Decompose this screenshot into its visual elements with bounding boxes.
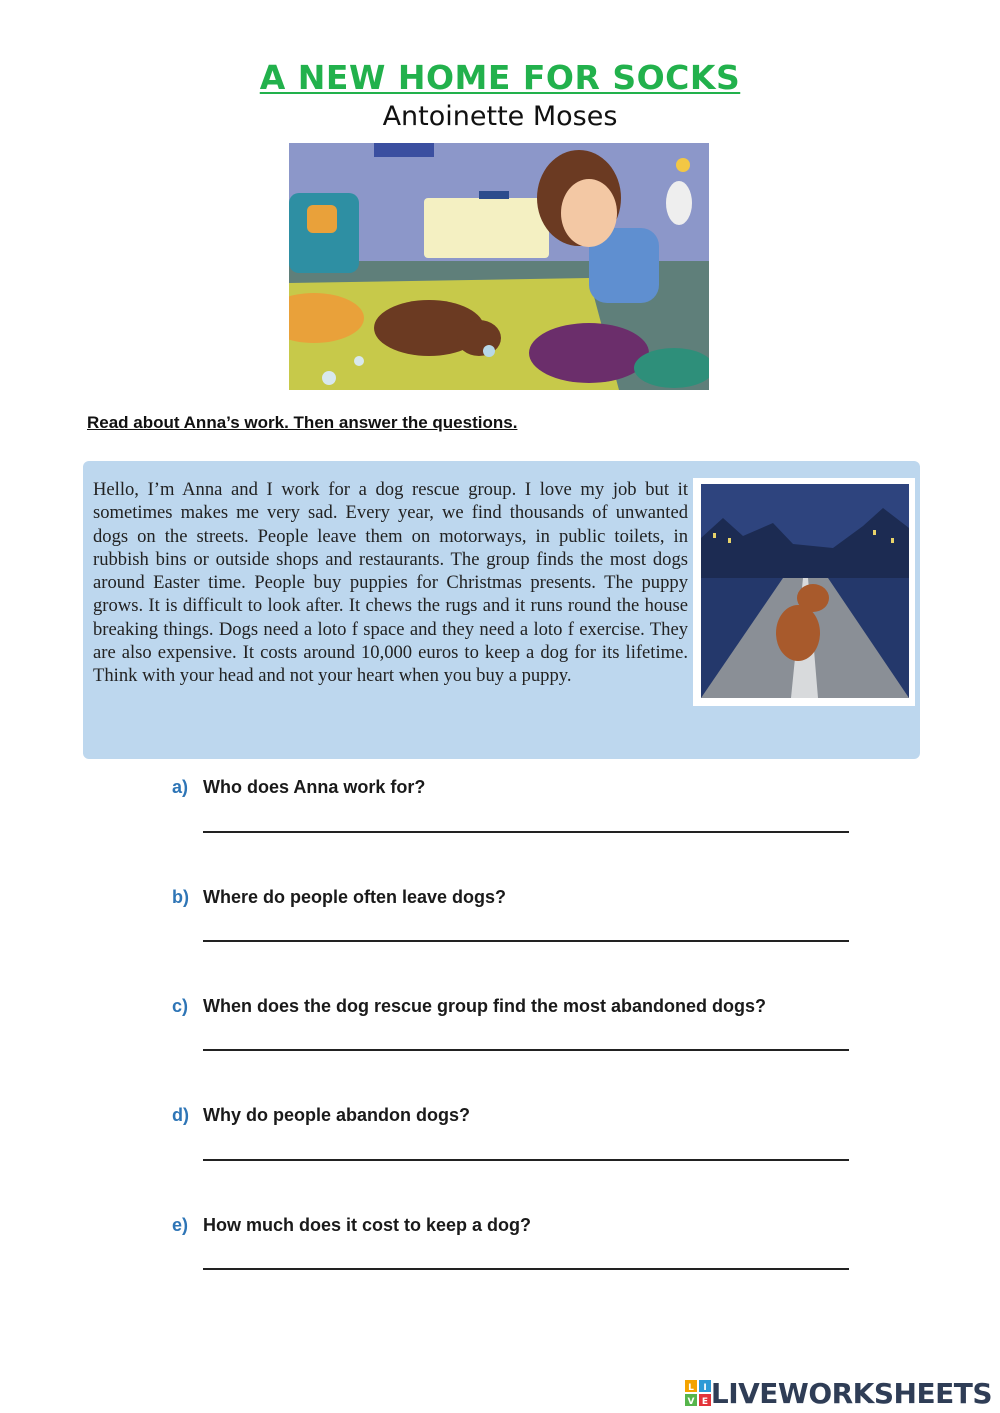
- reading-passage: Hello, I’m Anna and I work for a dog rescue group. I love my job but it sometimes makes me very sad. Every year, we find thousands of unwanted dogs on the streets. People leave them on motorways, in public toilets, in rubbish bins or outside shops and restaurants. The group finds the most dogs around Easter time. People buy puppies for Christmas presents. The puppy grows. It is difficult to look after. It chews the rugs and it runs round the house breaking things. Dogs need a loto f space and they need a loto f exercise. They are also expensive. It costs around 10,000 euros to keep a dog for its lifetime. Think with your head and not your heart when you buy a puppy.: [93, 479, 688, 687]
- liveworksheets-logo-icon: [685, 1380, 711, 1406]
- question-label-a: a): [172, 777, 189, 797]
- brand-name: LIVEWORKSHEETS: [710, 1376, 992, 1410]
- svg-text:E: E: [701, 1397, 708, 1406]
- puppy-icon: [776, 605, 820, 661]
- answer-line-d[interactable]: [203, 1159, 849, 1161]
- answer-line-c[interactable]: [203, 1049, 849, 1051]
- answer-line-a[interactable]: [203, 831, 849, 833]
- story-illustration: [289, 143, 709, 390]
- question-label-b: b): [172, 887, 189, 907]
- liveworksheets-brand: [685, 1376, 992, 1410]
- vase-icon: [666, 181, 692, 225]
- cabinet-icon: [424, 198, 549, 258]
- author-name: Antoinette Moses: [382, 101, 618, 132]
- instruction-text: Read about Anna’s work. Then answer the questions.: [87, 413, 518, 432]
- question-c: When does the dog rescue group find the most abandoned dogs?: [203, 996, 767, 1016]
- svg-text:V: V: [687, 1397, 695, 1406]
- question-label-c: c): [172, 996, 189, 1016]
- svg-text:I: I: [703, 1383, 707, 1393]
- question-d: Why do people abandon dogs?: [203, 1105, 470, 1125]
- dog-on-road-image: [693, 478, 915, 706]
- answer-line-e[interactable]: [203, 1268, 849, 1270]
- question-label-d: d): [172, 1105, 189, 1125]
- question-a: Who does Anna work for?: [203, 777, 426, 797]
- answer-line-b[interactable]: [203, 940, 849, 942]
- question-b: Where do people often leave dogs?: [203, 887, 507, 907]
- question-e: How much does it cost to keep a dog?: [203, 1215, 532, 1235]
- svg-text:L: L: [688, 1383, 694, 1393]
- question-label-e: e): [172, 1215, 189, 1235]
- worksheet-title: A NEW HOME FOR SOCKS: [259, 58, 741, 97]
